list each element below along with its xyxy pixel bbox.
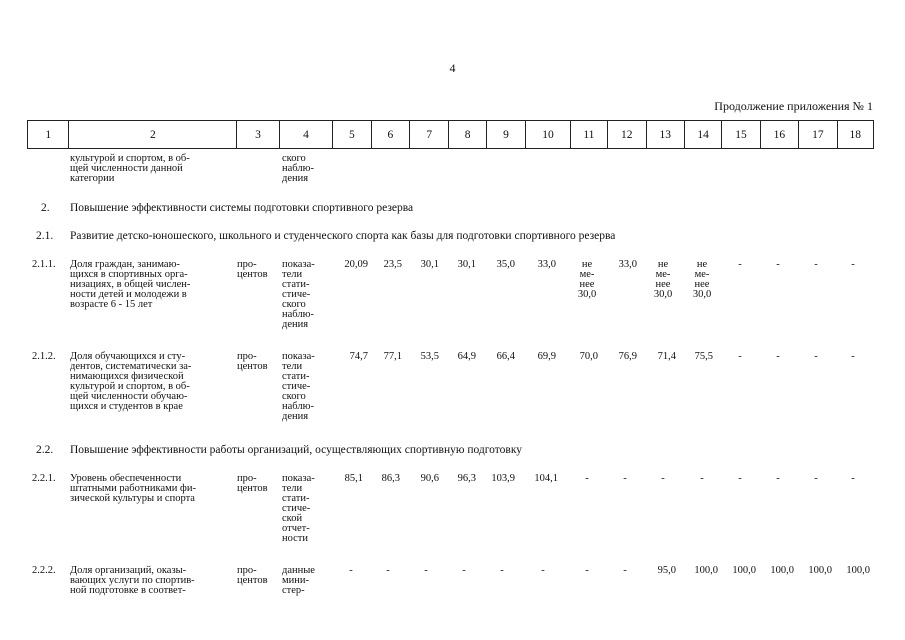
value-cell: - — [738, 351, 742, 362]
section-number: 2.1. — [36, 230, 54, 242]
value-cell: 75,5 — [694, 351, 713, 362]
value-cell: 77,1 — [383, 351, 402, 362]
value-cell: 103,9 — [491, 473, 515, 484]
row-name: Доля граждан, занимаю- щихся в спортивных орга- низациях, в общей числен- ности детей и молодежи в возрасте 6 - 15 лет — [70, 259, 191, 310]
row-name: Доля обучающихся и сту- дентов, систематически за- нимающихся физической культурой и спортом, в об- щей численности обучаю- щихся и студентов в крае — [70, 351, 192, 412]
value-cell: 30,1 — [420, 259, 439, 270]
value-cell: 66,4 — [496, 351, 515, 362]
column-header-cell: 18 — [837, 121, 873, 149]
value-cell: - — [623, 473, 627, 484]
value-cell: 90,6 — [420, 473, 439, 484]
value-cell: - — [661, 473, 665, 484]
value-cell: 104,1 — [534, 473, 558, 484]
column-number-header — [27, 120, 874, 149]
column-header-cell: 15 — [722, 121, 760, 149]
value-cell: - — [814, 259, 818, 270]
row-name: Доля организаций, оказы- вающих услуги по спортив- ной подготовке в соответ- — [70, 565, 195, 596]
row-unit: про- центов — [237, 351, 268, 372]
value-cell: - — [500, 565, 504, 576]
value-cell: - — [814, 351, 818, 362]
value-cell: не ме- нее 30,0 — [577, 259, 597, 300]
value-cell: 74,7 — [349, 351, 368, 362]
value-cell: 100,0 — [694, 565, 718, 576]
value-cell: - — [585, 473, 589, 484]
value-cell: 20,09 — [344, 259, 368, 270]
value-cell: - — [424, 565, 428, 576]
row-source: данные мини- стер- — [282, 565, 315, 596]
section-title: Развитие детско-юношеского, школьного и студенческого спорта как базы для подготовки спортивного резерва — [70, 230, 616, 242]
value-cell: - — [776, 351, 780, 362]
value-cell: 70,0 — [579, 351, 598, 362]
row-name: Уровень обеспеченности штатными работниками фи- зической культуры и спорта — [70, 473, 196, 504]
value-cell: 53,5 — [420, 351, 439, 362]
value-cell: - — [738, 473, 742, 484]
column-header-cell: 11 — [570, 121, 607, 149]
value-cell: 35,0 — [496, 259, 515, 270]
value-cell: 95,0 — [657, 565, 676, 576]
value-cell: 69,9 — [537, 351, 556, 362]
section-number: 2.2. — [36, 444, 54, 456]
value-cell: - — [462, 565, 466, 576]
column-header-cell: 4 — [279, 121, 333, 149]
row-number: 2.1.1. — [32, 259, 56, 270]
value-cell: 23,5 — [383, 259, 402, 270]
row-number: 2.1.2. — [32, 351, 56, 362]
value-cell: - — [851, 259, 855, 270]
row-source: показа- тели стати- стиче- ского наблю- дения — [282, 351, 315, 422]
value-cell: 30,1 — [457, 259, 476, 270]
value-cell: 85,1 — [344, 473, 363, 484]
column-header-cell: 1 — [28, 121, 69, 149]
column-header-cell: 7 — [410, 121, 449, 149]
column-header-cell: 12 — [608, 121, 646, 149]
value-cell: - — [700, 473, 704, 484]
column-header-cell: 2 — [69, 121, 237, 149]
continuation-label: Продолжение приложения № 1 — [714, 99, 873, 113]
value-cell: не ме- нее 30,0 — [692, 259, 712, 300]
column-header-cell: 5 — [333, 121, 371, 149]
value-cell: 100,0 — [770, 565, 794, 576]
row-source: показа- тели стати- стиче- ского наблю- дения — [282, 259, 315, 330]
column-header-cell: 3 — [237, 121, 279, 149]
value-cell: - — [776, 259, 780, 270]
value-cell: - — [738, 259, 742, 270]
column-header-cell: 10 — [526, 121, 570, 149]
value-cell: 64,9 — [457, 351, 476, 362]
prev-row-source: ского наблю- дения — [282, 153, 314, 184]
page-number: 4 — [449, 61, 456, 75]
column-header-cell: 6 — [371, 121, 409, 149]
value-cell: - — [776, 473, 780, 484]
section-number: 2. — [41, 202, 50, 214]
value-cell: - — [349, 565, 353, 576]
column-header-cell: 14 — [684, 121, 721, 149]
row-number: 2.2.2. — [32, 565, 56, 576]
column-header-cell: 9 — [486, 121, 525, 149]
value-cell: 100,0 — [846, 565, 870, 576]
value-cell: - — [851, 473, 855, 484]
column-header-cell: 16 — [760, 121, 798, 149]
row-source: показа- тели стати- стиче- ской отчет- ности — [282, 473, 315, 544]
row-unit: про- центов — [237, 259, 268, 280]
column-header-cell: 8 — [449, 121, 486, 149]
value-cell: 76,9 — [618, 351, 637, 362]
value-cell: 96,3 — [457, 473, 476, 484]
value-cell: - — [386, 565, 390, 576]
row-number: 2.2.1. — [32, 473, 56, 484]
section-title: Повышение эффективности работы организаций, осуществляющих спортивную подготовку — [70, 444, 522, 456]
value-cell: - — [541, 565, 545, 576]
row-unit: про- центов — [237, 473, 268, 494]
value-cell: - — [851, 351, 855, 362]
value-cell: 86,3 — [381, 473, 400, 484]
value-cell: 100,0 — [808, 565, 832, 576]
value-cell: 33,0 — [537, 259, 556, 270]
section-title: Повышение эффективности системы подготовки спортивного резерва — [70, 202, 414, 214]
value-cell: 71,4 — [657, 351, 676, 362]
column-header-cell: 17 — [799, 121, 837, 149]
value-cell: 100,0 — [732, 565, 756, 576]
value-cell: - — [585, 565, 589, 576]
prev-row-name: культурой и спортом, в об- щей численности данной категории — [70, 153, 190, 184]
value-cell: - — [623, 565, 627, 576]
row-unit: про- центов — [237, 565, 268, 586]
column-header-cell: 13 — [646, 121, 684, 149]
value-cell: не ме- нее 30,0 — [653, 259, 673, 300]
value-cell: 33,0 — [618, 259, 637, 270]
value-cell: - — [814, 473, 818, 484]
